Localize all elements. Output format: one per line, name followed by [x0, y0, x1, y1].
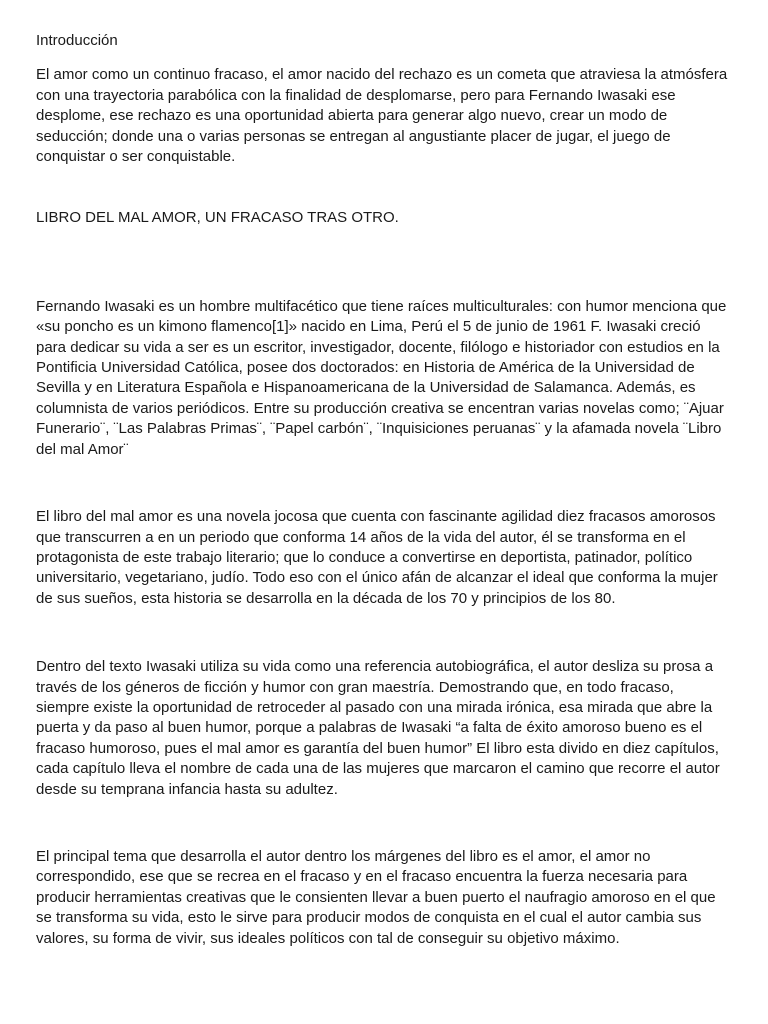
body-paragraph: Fernando Iwasaki es un hombre multifacético que tiene raíces multiculturales: con humor menciona que «su poncho es un kimono flamenco[1]» nacido en Lima, Perú el 5 de junio de 1961 F. Iwasaki creció para dedicar su vida a ser es un escritor, investigador, docente, filólogo e historiador con estudios en la Pontificia Universidad Católica, posee dos doctorados: en Historia de América de la Universidad de Sevilla y en Literatura Española e Hispanoamericana de la Universidad de Salamanca. Además, es columnista de varios periódicos. Entre su producción creativa se encentran varias novelas como; ¨Ajuar Funerario¨, ¨Las Palabras Primas¨, ¨Papel carbón¨, ¨Inquisiciones peruanas¨ y la afamada novela ¨Libro del mal Amor¨ [36, 297, 727, 458]
document-page [36, 31, 730, 949]
body-paragraph: El libro del mal amor es una novela jocosa que cuenta con fascinante agilidad diez fracasos amorosos que transcurren a en un periodo que conforma 14 años de la vida del autor, él se transforma en el protagonista de este trabajo literario; que lo conduce a convertirse en deportista, patinador, político universitario, vegetariano, judío. Todo eso con el único afán de alcanzar el ideal que conforma la mujer de sus sueños, esta historia se desarrolla en la década de los 70 y principios de los 80. [36, 508, 718, 607]
section-title: LIBRO DEL MAL AMOR, UN FRACASO TRAS OTRO. [36, 209, 399, 227]
introduction-paragraph: El amor como un continuo fracaso, el amor nacido del rechazo es un cometa que atraviesa la atmósfera con una trayectoria parabólica con la finalidad de desplomarse, pero para Fernando Iwasaki ese desplome, ese rechazo es una oportunidad abierta para generar algo nuevo, crear un modo de seducción; donde una o varias personas se entregan al angustiante placer de jugar, el juego de conquistar o ser conquistable. [36, 66, 728, 166]
introduction-heading: Introducción [36, 32, 118, 49]
body-paragraph: El principal tema que desarrolla el autor dentro los márgenes del libro es el amor, el amor no correspondido, ese que se recrea en el fracaso y en el fracaso encuentra la fuerza necesaria para producir herramientas creativas que le consienten llevar a buen puerto el naufragio amoroso en el que se transforma su vida, esto le sirve para producir modos de conquista en el cual el autor cambia sus valores, su forma de vivir, sus ideales políticos con tal de conseguir su objetivo máximo. [36, 847, 716, 947]
body-paragraph: Dentro del texto Iwasaki utiliza su vida como una referencia autobiográfica, el autor desliza su prosa a través de los géneros de ficción y humor con gran maestría. Demostrando que, en todo fracaso, siempre existe la oportunidad de retroceder al pasado con una mirada irónica, esa mirada que abre la puerta y da paso al buen humor, porque a palabras de Iwasaki “a falta de éxito amoroso bueno es el fracaso humoroso, pues el mal amor es garantía del buen humor” El libro esta divido en diez capítulos, cada capítulo lleva el nombre de cada una de las mujeres que marcaron el camino que recorre el autor desde su temprana infancia hasta su adultez. [36, 658, 720, 798]
